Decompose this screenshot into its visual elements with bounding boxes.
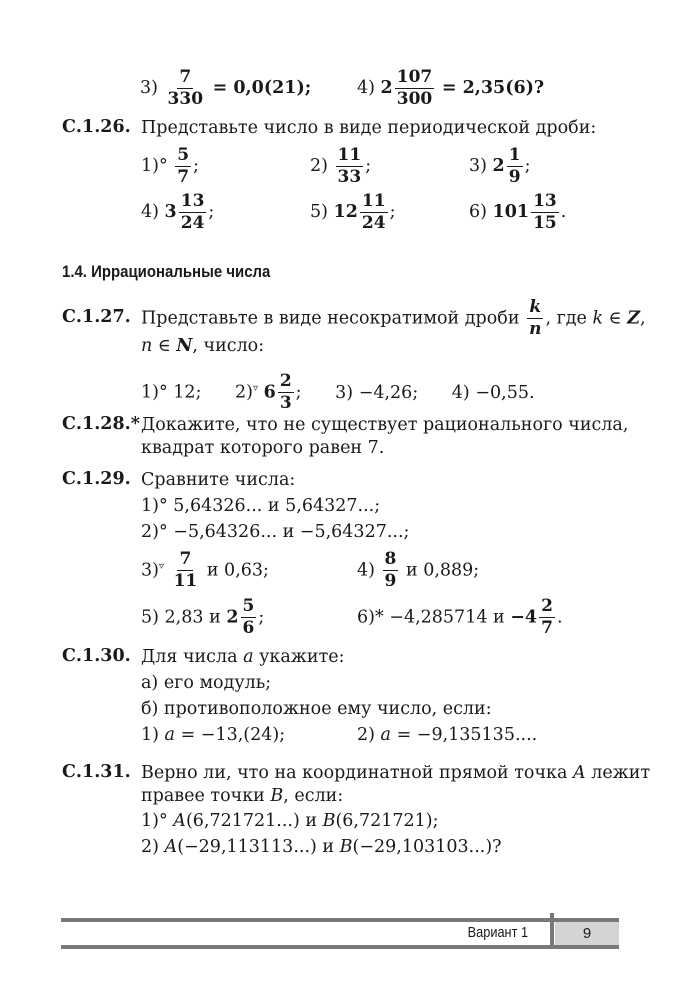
numerator: 1 [508,145,521,165]
footer-top-rule [61,918,619,922]
item-label: 4) [141,202,159,222]
c129-item-1 [141,495,380,517]
item-label: 6) [357,607,375,628]
difficulty-mark: ° [158,496,168,516]
numerator: 7 [179,549,192,569]
c129-item-4 [357,550,479,591]
fraction [172,550,200,591]
c130-part-a: а) его модуль; [141,673,272,693]
fraction [383,550,399,591]
variant-label: Вариант 1 [467,924,528,941]
variable: A [572,763,586,783]
numerator: 13 [533,191,557,211]
numerator: 5 [177,145,190,165]
item-label: 6) [469,202,487,222]
whole-part: 3 [164,202,177,222]
denominator: n [529,319,542,339]
c131-line-1 [141,762,650,784]
punct: ; [208,202,215,222]
fraction [179,192,207,233]
punct: ; [524,156,531,176]
c126-item-6 [469,192,566,233]
item-label: 2) [141,837,159,857]
fraction [531,192,559,233]
item-label: 3) [469,156,487,176]
exercise-text: , если: [283,786,344,806]
c129-item-6 [357,597,563,638]
item-label: 3) [140,78,158,98]
whole-part: 2 [492,156,505,176]
denominator: 15 [533,213,557,233]
whole-part: 2 [226,607,239,628]
item-label: 1) [141,382,159,403]
item-value: −0,55. [475,382,535,403]
difficulty-mark: * [374,607,384,628]
numerator: 7 [179,67,192,87]
item-value: = −9,135135.... [396,725,538,745]
difficulty-mark: ° [158,156,168,176]
numerator: 2 [541,596,553,616]
whole-part: −4 [510,607,538,628]
numerator: k [529,297,542,317]
item-label: 2) [235,382,254,403]
exercise-number: С.1.28.* [62,414,140,434]
numerator: 5 [242,596,255,616]
whole-part: 101 [492,202,530,222]
footer-bottom-rule [61,945,619,949]
point-b: B [339,837,353,857]
set-symbol: Z [627,308,640,329]
item-label: 2) [141,522,159,542]
point-a: A [164,837,178,857]
c127-line-1: Представьте в виде несократимой дроби $\frac{k}{n}$ , где k ∈ Z, [141,297,646,339]
whole-part: 2 [380,78,393,98]
item-label: 5) [310,202,328,222]
denominator: 6 [242,618,255,638]
fraction [166,68,206,109]
c129-item-5 [141,597,264,638]
c126-item-5 [310,192,395,233]
difficulty-mark: ▿ [253,383,259,394]
numerator: 11 [337,145,362,165]
denominator: 300 [396,89,433,109]
difficulty-mark: ° [158,811,168,831]
punct: . [560,202,567,222]
variable: k [592,308,604,329]
item-value: и 0,889; [405,560,480,581]
exercise-number: С.1.29. [62,469,131,489]
exercise-text: , число: [192,336,265,356]
c127-items [141,372,535,413]
item-value: 5,64326... и 5,64327...; [173,496,381,516]
item-label: 3) [141,560,159,581]
c127-item-3 [335,383,418,403]
punct: . [556,607,563,628]
fraction [278,372,294,413]
item-label: 1) [141,725,159,745]
item-value: (−29,103103...)? [352,837,502,857]
whole-part: 12 [333,202,358,222]
denominator: 24 [180,213,205,233]
fraction [507,146,523,187]
item-value: и 0,63; [206,560,269,581]
item-value: −4,285714 и [389,607,505,628]
fraction [241,597,257,638]
fraction [360,192,388,233]
c131-item-2 [141,836,502,858]
c126-item-1 [141,146,199,187]
difficulty-mark: ▿ [158,561,164,572]
variable: a [164,725,175,745]
prev-item-3 [140,68,311,109]
variable: a [243,647,254,667]
exercise-number: С.1.30. [62,646,131,666]
page-number-box [555,922,619,945]
exercise-text: Докажите, что не существует рационального числа, [141,415,629,435]
c130-item-1 [141,724,285,746]
item-value: = 0,0(21); [212,78,312,98]
item-value: (6,721721...) и [185,811,318,831]
denominator: 9 [508,167,521,187]
item-label: 2) [310,156,328,176]
denominator: 3 [279,393,292,413]
numerator: 8 [384,549,397,569]
c126-item-2 [310,146,371,187]
item-label: 1) [141,811,159,831]
set-symbol: N [176,336,193,356]
fraction [527,298,543,339]
exercise-text: правее точки [141,786,265,806]
exercise-text: лежит [591,763,651,783]
exercise-text: Для числа [141,647,238,667]
relation: ∈ [157,336,171,356]
item-value: 12; [173,382,202,403]
point-b: B [322,811,336,831]
fraction [395,68,435,109]
exercise-text: Сравните числа: [141,470,296,490]
exercise-text: квадрат которого равен 7. [141,438,385,458]
punct: ; [258,607,265,628]
c131-line-2 [141,785,343,807]
c130-line-1 [141,646,345,668]
punct: ; [365,156,372,176]
c127-item-2 [235,371,302,413]
exercise-text: , где [545,308,587,329]
variable: B [270,786,284,806]
c130-item-2 [357,724,537,746]
relation: ∈ [608,308,622,329]
denominator: 7 [541,618,553,638]
page-number: 9 [582,925,592,942]
item-label: 5) [141,607,159,628]
numerator: 13 [180,191,205,211]
difficulty-mark: ° [158,382,168,403]
exercise-number: С.1.26. [62,117,131,137]
exercise-text: Представьте число в виде периодической дроби: [141,118,597,138]
item-label: 2) [357,725,375,745]
c131-item-1 [141,810,439,832]
fraction [336,146,364,187]
item-label: 4) [357,560,375,581]
c126-item-4 [141,192,214,233]
item-label: 4) [357,78,375,98]
item-value: = 2,35(6)? [441,78,545,98]
item-value: (−29,113113...) и [177,837,335,857]
numerator: 2 [279,371,292,391]
punct: ; [389,202,396,222]
c126-item-3 [469,146,530,187]
c127-item-1 [141,383,201,403]
denominator: 11 [173,571,198,591]
item-label: 1) [141,156,159,176]
punct: ; [295,382,302,403]
exercise-number: С.1.27. [62,307,131,327]
section-heading: 1.4. Иррациональные числа [62,262,271,281]
numerator: 107 [396,67,433,87]
punct: ; [193,156,200,176]
item-label: 1) [141,496,159,516]
fraction [539,597,555,638]
item-value: −5,64326... и −5,64327...; [173,522,410,542]
c129-item-3 [141,550,269,591]
exercise-text: Верно ли, что на координатной прямой точка [141,763,568,783]
c130-part-b: б) противоположное ему число, если: [141,699,492,719]
c127-line-2 [141,335,264,357]
denominator: 24 [361,213,386,233]
point-a: A [173,811,186,831]
variable: a [380,725,391,745]
numerator: 11 [361,191,386,211]
footer-divider [550,913,554,949]
difficulty-mark: ° [158,522,168,542]
exercise-number: С.1.31. [62,762,131,782]
variable: n [141,336,153,356]
item-value: 2,83 и [164,607,221,628]
denominator: 330 [167,89,204,109]
c127-item-4 [452,383,535,403]
item-label: 4) [451,382,470,403]
exercise-text: укажите: [259,647,345,667]
denominator: 7 [177,167,190,187]
prev-item-4 [357,68,544,109]
denominator: 33 [337,167,362,187]
exercise-text: Представьте в виде несократимой дроби [141,308,520,329]
item-value: (6,721721); [335,811,439,831]
denominator: 9 [384,571,397,591]
fraction [175,146,191,187]
whole-part: 6 [263,382,276,403]
c129-item-2 [141,521,409,543]
item-value: = −13,(24); [180,725,286,745]
item-value: −4,26; [358,382,419,403]
item-label: 3) [335,382,354,403]
